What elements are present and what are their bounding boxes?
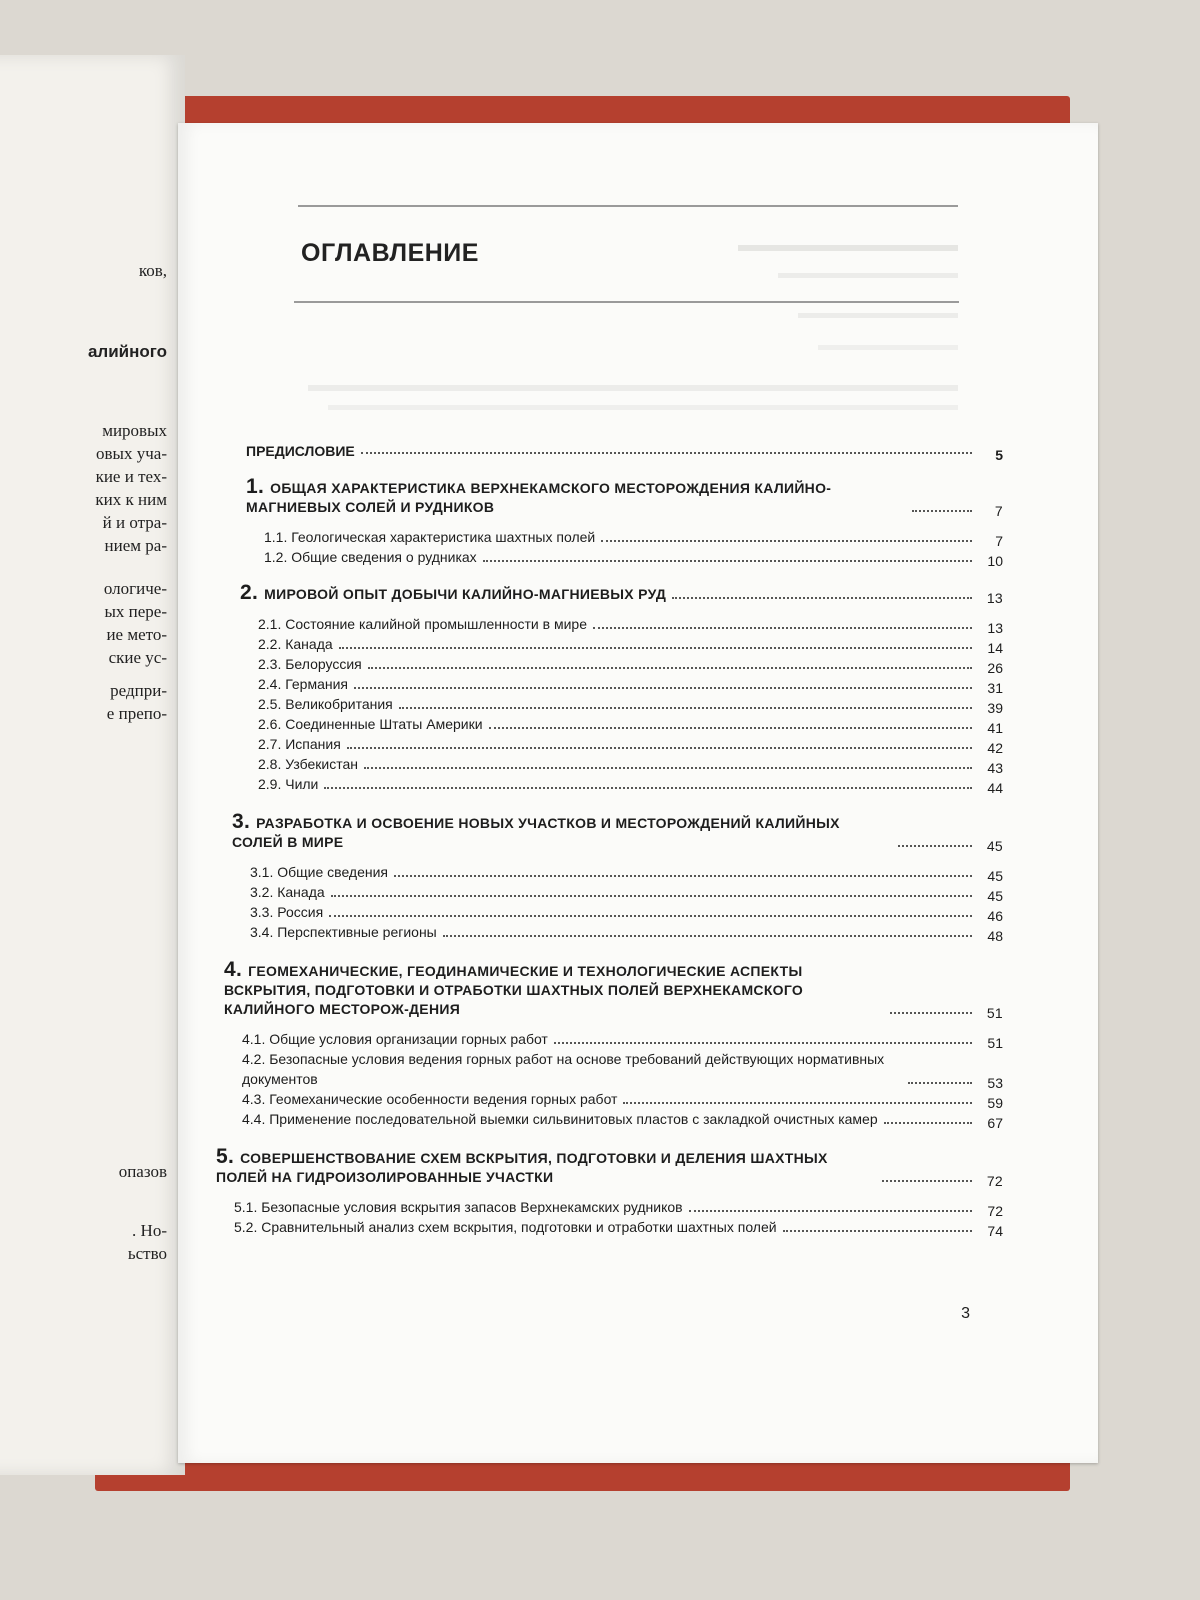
section-label: 2.8. Узбекистан <box>258 756 358 772</box>
section-list <box>218 1197 1003 1239</box>
toc-section[interactable] <box>242 1089 1003 1111</box>
section-list <box>218 527 1003 569</box>
toc-section[interactable] <box>250 922 1003 944</box>
section-label: 2.4. Германия <box>258 676 349 692</box>
leader-dots <box>882 1180 972 1182</box>
left-page-text-fragment: мировых <box>102 421 167 440</box>
leader-dots <box>593 627 972 629</box>
section-label: 2.3. Белоруссия <box>258 656 362 672</box>
toc-chapter[interactable] <box>246 475 1003 519</box>
section-list <box>218 1029 1003 1131</box>
chapter-page: 72 <box>986 1173 1003 1189</box>
preface-label: ПРЕДИСЛОВИЕ <box>246 443 355 459</box>
toc-section[interactable] <box>234 1217 1003 1239</box>
toc-chapter[interactable] <box>232 810 1003 854</box>
section-page: 45 <box>987 868 1003 884</box>
toc-section[interactable] <box>258 754 1003 776</box>
section-page: 42 <box>987 740 1003 756</box>
section-label: 3.1. Общие сведения <box>250 864 389 880</box>
left-page-text-fragment: ых пере- <box>104 602 167 621</box>
section-page: 48 <box>987 928 1003 944</box>
leader-dots <box>623 1102 972 1104</box>
section-label: 1.2. Общие сведения о рудниках <box>264 549 477 565</box>
section-page: 51 <box>987 1035 1003 1051</box>
toc-section[interactable] <box>242 1049 1003 1091</box>
chapter-number: 3. <box>232 810 251 833</box>
section-page: 39 <box>987 700 1003 716</box>
top-rule <box>298 205 958 207</box>
chapter-title-text: ОБЩАЯ ХАРАКТЕРИСТИКА ВЕРХНЕКАМСКОГО МЕСТОРОЖДЕНИЯ КАЛИЙНО-МАГНИЕВЫХ СОЛЕЙ И РУДНИКОВ <box>246 480 832 515</box>
leader-dots <box>783 1230 972 1232</box>
leader-dots <box>443 935 972 937</box>
leader-dots <box>483 560 972 562</box>
section-page: 41 <box>987 720 1003 736</box>
section-label: 2.6. Соединенные Штаты Америки <box>258 716 483 732</box>
toc-section[interactable] <box>258 674 1003 696</box>
title-rule <box>294 301 959 303</box>
left-page-text-fragment: овых уча- <box>96 444 167 463</box>
leader-dots <box>331 895 972 897</box>
chapter-title <box>232 812 892 852</box>
chapter-title <box>216 1147 876 1187</box>
toc-section[interactable] <box>234 1197 1003 1219</box>
section-list <box>218 862 1003 944</box>
toc-section[interactable] <box>242 1029 1003 1051</box>
left-page <box>0 55 185 1475</box>
toc-list <box>216 443 1003 1239</box>
chapter-number: 2. <box>240 581 259 604</box>
leader-dots <box>890 1012 972 1014</box>
leader-dots <box>361 452 972 454</box>
section-label: 3.4. Перспективные регионы <box>250 924 437 940</box>
section-page: 26 <box>987 660 1003 676</box>
leader-dots <box>324 787 972 789</box>
toc-title: ОГЛАВЛЕНИЕ <box>301 239 479 267</box>
page-number: 3 <box>961 1305 970 1322</box>
left-page-text-fragment: алийного <box>87 342 167 361</box>
section-page: 72 <box>987 1203 1003 1219</box>
section-page: 14 <box>987 640 1003 656</box>
section-label: 2.7. Испания <box>258 736 341 752</box>
section-page: 10 <box>987 553 1003 569</box>
leader-dots <box>399 707 972 709</box>
chapter-title-text: РАЗРАБОТКА И ОСВОЕНИЕ НОВЫХ УЧАСТКОВ И МЕСТОРОЖДЕНИЙ КАЛИЙНЫХ СОЛЕЙ В МИРЕ <box>232 815 840 850</box>
leader-dots <box>672 597 972 599</box>
toc-section[interactable] <box>250 862 1003 884</box>
leader-dots <box>601 540 972 542</box>
left-page-text-fragment: е препо- <box>106 704 167 723</box>
section-label: 3.2. Канада <box>250 884 325 900</box>
left-page-text-fragment: ие мето- <box>106 625 167 644</box>
section-label: 5.2. Сравнительный анализ схем вскрытия, подготовки и отработки шахтных полей <box>234 1219 777 1235</box>
leader-dots <box>354 687 972 689</box>
chapter-number: 4. <box>224 958 243 981</box>
leader-dots <box>884 1122 972 1124</box>
section-label: 4.3. Геомеханические особенности ведения горных работ <box>242 1091 618 1107</box>
chapter-title-text: СОВЕРШЕНСТВОВАНИЕ СХЕМ ВСКРЫТИЯ, ПОДГОТОВКИ И ДЕЛЕНИЯ ШАХТНЫХ ПОЛЕЙ НА ГИДРОИЗОЛИРОВАННЫЕ УЧАСТКИ <box>216 1150 828 1185</box>
leader-dots <box>898 845 972 847</box>
toc-section[interactable] <box>258 714 1003 736</box>
section-label: 4.1. Общие условия организации горных работ <box>242 1031 548 1047</box>
toc-section[interactable] <box>258 734 1003 756</box>
leader-dots <box>339 647 972 649</box>
toc-chapter[interactable] <box>224 958 1003 1021</box>
leader-dots <box>908 1082 972 1084</box>
toc-section[interactable] <box>242 1109 1003 1131</box>
left-page-text-fragment: опазов <box>118 1162 167 1181</box>
section-label: 2.5. Великобритания <box>258 696 393 712</box>
section-page: 46 <box>987 908 1003 924</box>
left-page-text-fragment: й и отра- <box>102 513 167 532</box>
left-page-text-fragment: редпри- <box>110 681 167 700</box>
toc-section[interactable] <box>250 902 1003 924</box>
section-page: 45 <box>987 888 1003 904</box>
section-label: 2.1. Состояние калийной промышленности в мире <box>258 616 587 632</box>
preface-page: 5 <box>995 447 1003 463</box>
section-page: 31 <box>987 680 1003 696</box>
section-label: 4.4. Применение последовательной выемки сильвинитовых пластов с закладкой очистных камер <box>242 1111 878 1127</box>
section-list <box>218 614 1003 796</box>
toc-chapter[interactable] <box>240 581 1003 606</box>
section-page: 67 <box>987 1115 1003 1131</box>
chapter-page: 13 <box>986 590 1003 606</box>
left-page-text-fragment: нием ра- <box>104 536 167 555</box>
leader-dots <box>329 915 972 917</box>
leader-dots <box>364 767 972 769</box>
left-page-text-fragment: ков, <box>138 261 167 280</box>
chapter-number: 5. <box>216 1145 235 1168</box>
toc-section[interactable] <box>264 527 1003 549</box>
section-page: 43 <box>987 760 1003 776</box>
toc-section[interactable] <box>264 547 1003 569</box>
section-page: 53 <box>987 1075 1003 1091</box>
leader-dots <box>347 747 972 749</box>
toc-chapter[interactable] <box>216 1145 1003 1189</box>
left-page-text-fragment: . Но- <box>132 1221 167 1240</box>
leader-dots <box>368 667 972 669</box>
chapter-title <box>240 583 666 604</box>
section-label: 4.2. Безопасные условия ведения горных работ на основе требований действующих нормативных документов <box>242 1051 885 1087</box>
section-page: 13 <box>987 620 1003 636</box>
toc-section[interactable] <box>258 654 1003 676</box>
toc-section[interactable] <box>258 614 1003 636</box>
toc-page <box>178 123 1098 1463</box>
toc-preface[interactable] <box>246 443 1003 463</box>
leader-dots <box>689 1210 972 1212</box>
chapter-title <box>246 477 906 517</box>
section-label: 3.3. Россия <box>250 904 324 920</box>
chapter-page: 45 <box>986 838 1003 854</box>
left-page-text-fragment: ких к ним <box>95 490 167 509</box>
leader-dots <box>489 727 972 729</box>
section-label: 1.1. Геологическая характеристика шахтных полей <box>264 529 596 545</box>
chapter-title-text: МИРОВОЙ ОПЫТ ДОБЫЧИ КАЛИЙНО-МАГНИЕВЫХ РУД <box>264 586 667 602</box>
section-label: 2.2. Канада <box>258 636 333 652</box>
left-page-text-fragment: ские ус- <box>108 648 167 667</box>
chapter-title <box>224 960 884 1019</box>
toc-section[interactable] <box>258 694 1003 716</box>
chapter-number: 1. <box>246 475 265 498</box>
section-page: 74 <box>987 1223 1003 1239</box>
section-page: 7 <box>995 533 1003 549</box>
leader-dots <box>912 510 972 512</box>
section-page: 59 <box>987 1095 1003 1111</box>
section-label: 2.9. Чили <box>258 776 319 792</box>
left-page-text-fragment: ьство <box>127 1244 167 1263</box>
chapter-title-text: ГЕОМЕХАНИЧЕСКИЕ, ГЕОДИНАМИЧЕСКИЕ И ТЕХНОЛОГИЧЕСКИЕ АСПЕКТЫ ВСКРЫТИЯ, ПОДГОТОВКИ И ОТРАБОТКИ ШАХТНЫХ ПОЛЕЙ ВЕРХНЕКАМСКОГО КАЛИЙНОГО МЕСТОРОЖ-ДЕНИЯ <box>224 963 804 1017</box>
toc-section[interactable] <box>258 634 1003 656</box>
chapter-page: 51 <box>986 1005 1003 1021</box>
chapter-page: 7 <box>994 503 1003 519</box>
toc-section[interactable] <box>250 882 1003 904</box>
toc-section[interactable] <box>258 774 1003 796</box>
left-page-text-fragment: кие и тех- <box>95 467 167 486</box>
section-label: 5.1. Безопасные условия вскрытия запасов Верхнекамских рудников <box>234 1199 683 1215</box>
left-page-text-fragment: ологиче- <box>103 579 167 598</box>
leader-dots <box>394 875 972 877</box>
section-page: 44 <box>987 780 1003 796</box>
leader-dots <box>554 1042 972 1044</box>
